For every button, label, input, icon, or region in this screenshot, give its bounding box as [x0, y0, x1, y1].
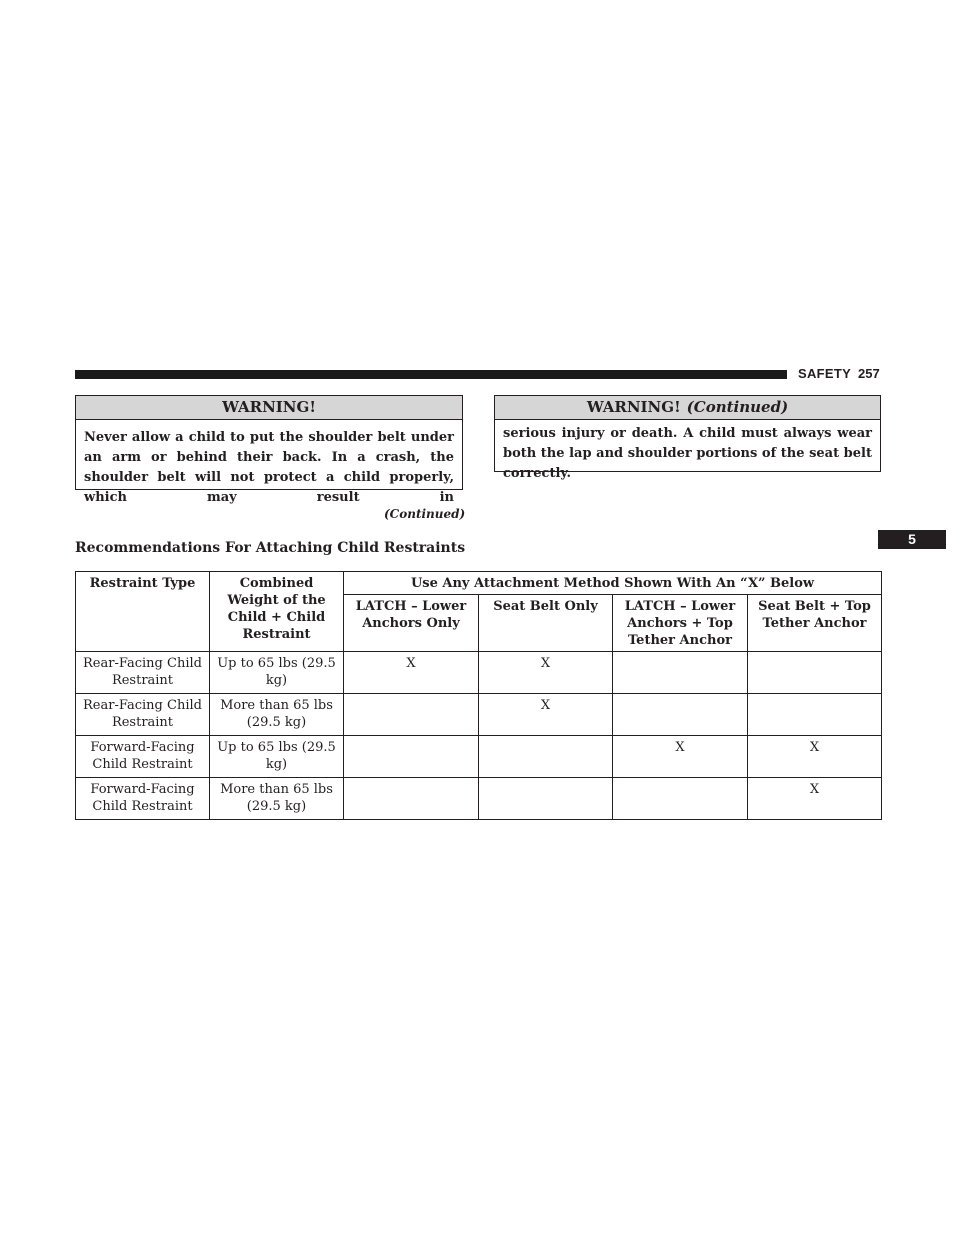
mark-cell	[479, 778, 613, 820]
table-row	[76, 736, 882, 778]
mark-cell: X	[479, 694, 613, 736]
warning-body: serious injury or death. A child must always wear both the lap and shoulder portions of the seat belt correctly.	[503, 426, 872, 481]
restraint-table	[75, 571, 882, 820]
warning-box-continued	[494, 395, 881, 481]
weight-cell: Up to 65 lbs (29.5 kg)	[210, 736, 344, 778]
mark-cell	[479, 736, 613, 778]
table-row	[76, 778, 882, 820]
warning-title-text: WARNING!	[222, 398, 316, 416]
mark-cell: X	[344, 652, 479, 694]
section-title: Recommendations For Attaching Child Restraints	[75, 540, 466, 556]
weight-cell: More than 65 lbs (29.5 kg)	[210, 778, 344, 820]
mark-cell: X	[479, 652, 613, 694]
header-section-title: SAFETY	[798, 366, 852, 381]
table-row	[76, 652, 882, 694]
warning-title-text: WARNING!	[586, 398, 681, 416]
mark-cell	[613, 694, 748, 736]
warning-title-suffix: (Continued)	[686, 398, 789, 416]
warning-title	[495, 396, 880, 420]
restraint-type-cell: Rear-Facing Child Restraint	[76, 694, 210, 736]
chapter-tab: 5	[878, 530, 946, 549]
restraint-type-cell: Rear-Facing Child Restraint	[76, 652, 210, 694]
mark-cell	[613, 652, 748, 694]
table-row	[76, 694, 882, 736]
warning-title	[76, 396, 462, 420]
mark-cell	[613, 778, 748, 820]
mark-cell	[748, 652, 882, 694]
header-restraint-type: Restraint Type	[76, 572, 210, 652]
weight-cell: Up to 65 lbs (29.5 kg)	[210, 652, 344, 694]
mark-cell: X	[748, 778, 882, 820]
header-method: LATCH – Lower Anchors Only	[344, 595, 479, 652]
mark-cell: X	[613, 736, 748, 778]
header-method: Seat Belt + Top Tether Anchor	[748, 595, 882, 652]
page-number: 257	[858, 366, 880, 381]
header-method: LATCH – Lower Anchors + Top Tether Anchor	[613, 595, 748, 652]
mark-cell: X	[748, 736, 882, 778]
restraint-type-cell: Forward-Facing Child Restraint	[76, 736, 210, 778]
warning-body: Never allow a child to put the shoulder belt under an arm or behind their back. In a crash, the shoulder belt will not protect a child properly, which may result in	[84, 430, 454, 505]
header-attachment-group: Use Any Attachment Method Shown With An “X” Below	[344, 572, 882, 595]
continued-note: (Continued)	[384, 507, 466, 521]
mark-cell	[344, 778, 479, 820]
restraint-type-cell: Forward-Facing Child Restraint	[76, 778, 210, 820]
mark-cell	[344, 736, 479, 778]
weight-cell: More than 65 lbs (29.5 kg)	[210, 694, 344, 736]
warning-box	[75, 395, 463, 505]
mark-cell	[344, 694, 479, 736]
header-weight: Combined Weight of the Child + Child Restraint	[210, 572, 344, 652]
header-method: Seat Belt Only	[479, 595, 613, 652]
mark-cell	[748, 694, 882, 736]
header-rule	[75, 370, 787, 379]
